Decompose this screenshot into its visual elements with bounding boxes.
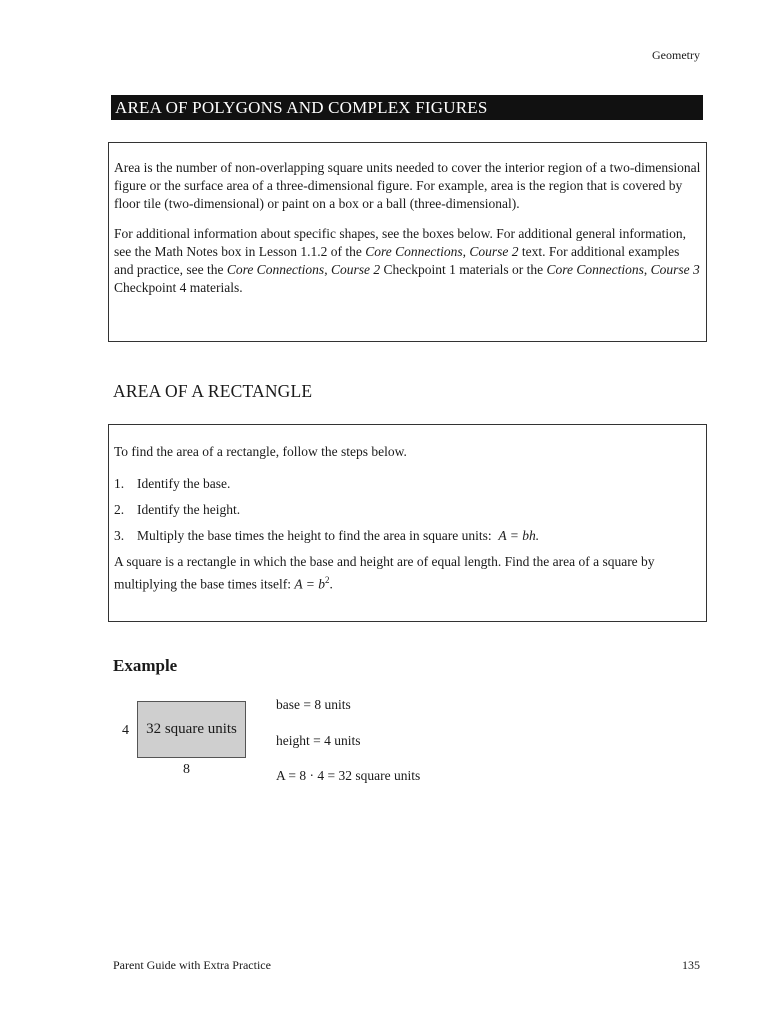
intro-text: Checkpoint 1 materials or the: [380, 262, 547, 277]
base-line: base = 8 units: [276, 697, 351, 712]
steps-lead: To find the area of a rectangle, follow the steps below.: [114, 444, 407, 459]
page-number: 135: [682, 958, 700, 972]
step-text: [137, 527, 539, 545]
intro-paragraph-1: Area is the number of non-overlapping square units needed to cover the interior region of a two-dimensional figure or the surface area of a three-dimensional figure. For example, area is the region that is covered by floor tile (two-dimensional) or paint on a box or a ball (three-dimensional).: [114, 160, 701, 211]
example-heading: Example: [113, 656, 178, 675]
area-formula: A = bh.: [498, 528, 540, 543]
intro-book-title: Core Connections: [546, 262, 644, 277]
intro-book-title: Core Connections: [226, 262, 325, 277]
base-label: 8: [183, 762, 190, 777]
rectangle-steps-box: [108, 424, 707, 622]
header-subject: Geometry: [652, 48, 700, 62]
intro-course: Course 2: [469, 244, 519, 259]
intro-text: ,: [643, 262, 651, 277]
example-rectangle: [137, 701, 246, 758]
section-heading: AREA OF A RECTANGLE: [113, 381, 313, 401]
step-number: 2.: [114, 502, 125, 517]
list-item: [114, 501, 701, 519]
intro-text: Checkpoint 4 materials.: [114, 280, 243, 295]
height-label: 4: [122, 723, 129, 738]
step-text: Identify the height.: [137, 502, 241, 517]
height-line: height = 4 units: [276, 733, 361, 748]
list-item: [114, 475, 701, 493]
intro-course: Course 3: [650, 262, 700, 277]
step-text-body: Multiply the base times the height to find the area in square units:: [137, 528, 499, 543]
intro-book-title: Core Connections: [365, 244, 463, 259]
rectangle-label: 32 square units: [146, 721, 237, 737]
intro-paragraph-2: [114, 225, 701, 297]
square-formula: A = b: [294, 576, 325, 592]
square-text: A square is a rectangle in which the base and height are of equal length. Find the area of a square by multiplying the base times itself:: [114, 554, 655, 592]
step-number: 3.: [114, 528, 125, 543]
area-line: A = 8 · 4 = 32 square units: [276, 768, 421, 783]
intro-text: For additional information about specific shapes, see the boxes below. For additional general information, see the Math Notes box in Lesson 1.1.2 of the: [114, 226, 686, 259]
square-end: .: [329, 576, 333, 592]
intro-course: Course 2: [330, 262, 381, 277]
step-number: 1.: [114, 476, 125, 491]
intro-box: [108, 142, 707, 342]
page-title: AREA OF POLYGONS AND COMPLEX FIGURES: [111, 95, 703, 120]
list-item: [114, 527, 701, 545]
intro-text: ,: [462, 244, 470, 259]
footer-title: Parent Guide with Extra Practice: [113, 958, 271, 972]
intro-text: text. For additional examples and practice, see the: [114, 244, 680, 277]
square-note: [114, 553, 701, 594]
intro-text: ,: [324, 262, 331, 277]
step-text: Identify the base.: [137, 476, 231, 491]
square-exponent: 2: [324, 575, 330, 585]
steps-list: [114, 475, 701, 545]
